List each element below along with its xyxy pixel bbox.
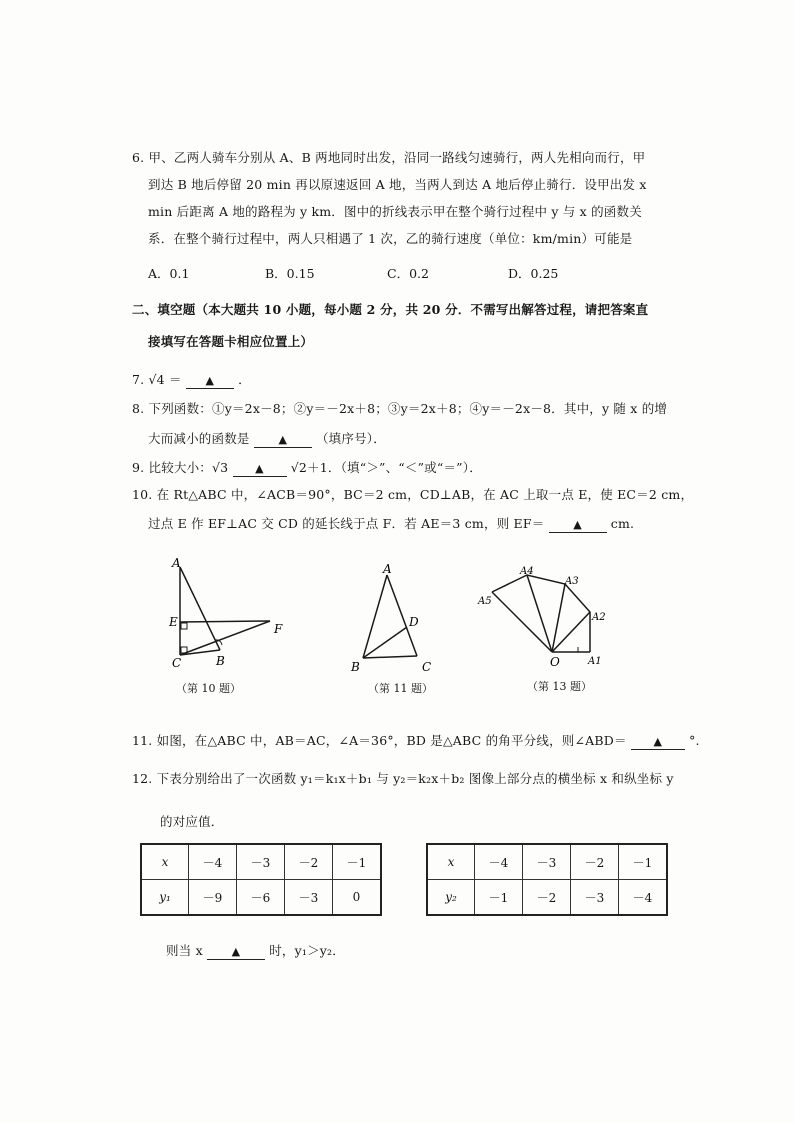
fig10-label-b: B xyxy=(216,654,225,668)
q10-line-1: 10. 在 Rt△ABC 中，∠ACB＝90°，BC＝2 cm，CD⊥AB，在 AC 上取一点 E，使 EC＝2 cm， xyxy=(132,487,694,502)
fig10-label-f: F xyxy=(274,622,283,636)
q6-line-2: 到达 B 地后停留 20 min 再以原速返回 A 地，当两人到达 A 地后停止骑行．设甲出发 x xyxy=(148,177,647,192)
fig13-label-o: O xyxy=(550,655,560,669)
fig10-label-c: C xyxy=(172,656,182,670)
q6-option-a: A．0.1 xyxy=(148,266,190,281)
table-2-cell: －2 xyxy=(571,844,619,880)
q9-answer-blank[interactable]: ▲ xyxy=(233,462,287,477)
fig13-label-a4: A4 xyxy=(520,566,534,577)
q12-answer-blank[interactable]: ▲ xyxy=(207,945,265,960)
fig11-label-a: A xyxy=(383,562,392,576)
table-2-header-y2: y₂ xyxy=(427,880,475,916)
table-1-cell: －4 xyxy=(189,844,237,880)
q8-line-1: 8. 下列函数：①y＝2x－8；②y＝－2x＋8；③y＝2x＋8；④y＝－2x－8．其中，y 随 x 的增 xyxy=(132,401,668,416)
table-1-header-x: x xyxy=(141,844,189,880)
q8-text: 大而减小的函数是 xyxy=(148,431,250,446)
q12-line-2: 的对应值． xyxy=(160,814,224,829)
table-1-cell: －3 xyxy=(285,880,333,916)
fig11-segment-bc xyxy=(363,656,417,658)
q12-text-end: 时，y₁＞y₂． xyxy=(269,943,345,958)
fig10-label-a: A xyxy=(172,556,181,570)
table-2-cell: －4 xyxy=(475,844,523,880)
q7-text-end: ． xyxy=(238,372,251,387)
table-2-cell: －3 xyxy=(523,844,571,880)
q12-table-2 xyxy=(426,843,668,916)
q6-option-b: B．0.15 xyxy=(265,266,315,281)
fig13-label-a3: A3 xyxy=(565,576,579,587)
q6-option-d: D．0.25 xyxy=(508,266,559,281)
q8-line-2 xyxy=(148,431,386,448)
table-row xyxy=(427,844,667,880)
table-1-cell: －1 xyxy=(333,844,382,880)
table-2-cell: －3 xyxy=(571,880,619,916)
q7 xyxy=(132,372,251,389)
q7-text: 7. √4 ＝ xyxy=(132,372,182,387)
fig13-segment-oa2 xyxy=(552,612,590,652)
table-row xyxy=(427,880,667,916)
table-1-cell: －2 xyxy=(285,844,333,880)
table-2-cell: －2 xyxy=(523,880,571,916)
q10-line-2 xyxy=(148,516,634,533)
table-1-header-y1: y₁ xyxy=(141,880,189,916)
figure-10 xyxy=(160,555,300,675)
table-row xyxy=(141,844,381,880)
q11-text-end: °. xyxy=(689,733,700,748)
q10-text: 过点 E 作 EF⊥AC 交 CD 的延长线于点 F．若 AE＝3 cm，则 EF＝ xyxy=(148,516,545,531)
fig11-label-b: B xyxy=(351,660,360,674)
q10-answer-blank[interactable]: ▲ xyxy=(549,518,607,533)
q6-option-c: C．0.2 xyxy=(387,266,429,281)
fig11-segment-bd xyxy=(363,627,407,658)
fig11-label-d: D xyxy=(409,615,419,629)
fig13-label-a2: A2 xyxy=(592,612,606,623)
fig10-segment-cf xyxy=(180,621,270,655)
q11-text: 11. 如图，在△ABC 中，AB＝AC，∠A＝36°，BD 是△ABC 的角平分线，则∠ABD＝ xyxy=(132,733,627,748)
table-1-cell: －6 xyxy=(237,880,285,916)
q10-text-end: cm. xyxy=(610,516,635,531)
figure-11-caption: （第 11 题） xyxy=(368,682,433,695)
q12-question xyxy=(166,943,345,960)
q11 xyxy=(132,733,700,750)
q9-text: 9. 比较大小：√3 xyxy=(132,460,229,475)
q7-answer-blank[interactable]: ▲ xyxy=(186,374,234,389)
table-2-cell: －4 xyxy=(619,880,668,916)
fig10-label-e: E xyxy=(169,615,178,629)
fig13-label-a1: A1 xyxy=(588,656,602,667)
table-2-cell: －1 xyxy=(475,880,523,916)
q9 xyxy=(132,460,482,477)
fig10-segment-ab xyxy=(180,567,220,650)
q12-line-1: 12. 下表分别给出了一次函数 y₁＝k₁x＋b₁ 与 y₂＝k₂x＋b₂ 图像上部分点的横坐标 x 和纵坐标 y xyxy=(132,771,674,786)
fig11-segment-ab xyxy=(363,575,387,658)
figure-13-caption: （第 13 题） xyxy=(527,680,592,693)
fig10-right-angle-e xyxy=(181,623,187,629)
q11-answer-blank[interactable]: ▲ xyxy=(631,735,685,750)
table-1-cell: 0 xyxy=(333,880,382,916)
section-2-heading-line-2: 接填写在答题卡相应位置上） xyxy=(148,334,314,349)
figure-10-caption: （第 10 题） xyxy=(176,682,241,695)
figure-13 xyxy=(470,562,620,677)
table-row xyxy=(141,880,381,916)
q6-line-1: 6. 甲、乙两人骑车分别从 A、B 两地同时出发，沿同一路线匀速骑行，两人先相向而行，甲 xyxy=(132,150,646,165)
table-2-header-x: x xyxy=(427,844,475,880)
q6-line-4: 系．在整个骑行过程中，两人只相遇了 1 次，乙的骑行速度（单位：km/min）可能是 xyxy=(148,231,633,246)
q8-text-end: （填序号）． xyxy=(315,431,386,446)
q6-line-3: min 后距离 A 地的路程为 y km．图中的折线表示甲在整个骑行过程中 y 与 x 的函数关 xyxy=(148,204,642,219)
table-1-cell: －9 xyxy=(189,880,237,916)
table-1-cell: －3 xyxy=(237,844,285,880)
figure-11 xyxy=(345,560,445,680)
fig13-segment-oa3 xyxy=(552,584,565,652)
q9-text-end: √2＋1．（填“＞”、“＜”或“＝”）． xyxy=(290,460,482,475)
fig11-label-c: C xyxy=(422,660,432,674)
q12-text: 则当 x xyxy=(166,943,203,958)
section-2-heading-line-1: 二、填空题（本大题共 10 小题，每小题 2 分，共 20 分．不需写出解答过程，请把答案直 xyxy=(132,302,649,317)
table-2-cell: －1 xyxy=(619,844,668,880)
fig13-label-a5: A5 xyxy=(478,596,492,607)
q8-answer-blank[interactable]: ▲ xyxy=(254,433,312,448)
q12-table-1 xyxy=(140,843,382,916)
fig10-segment-ef xyxy=(180,621,270,622)
